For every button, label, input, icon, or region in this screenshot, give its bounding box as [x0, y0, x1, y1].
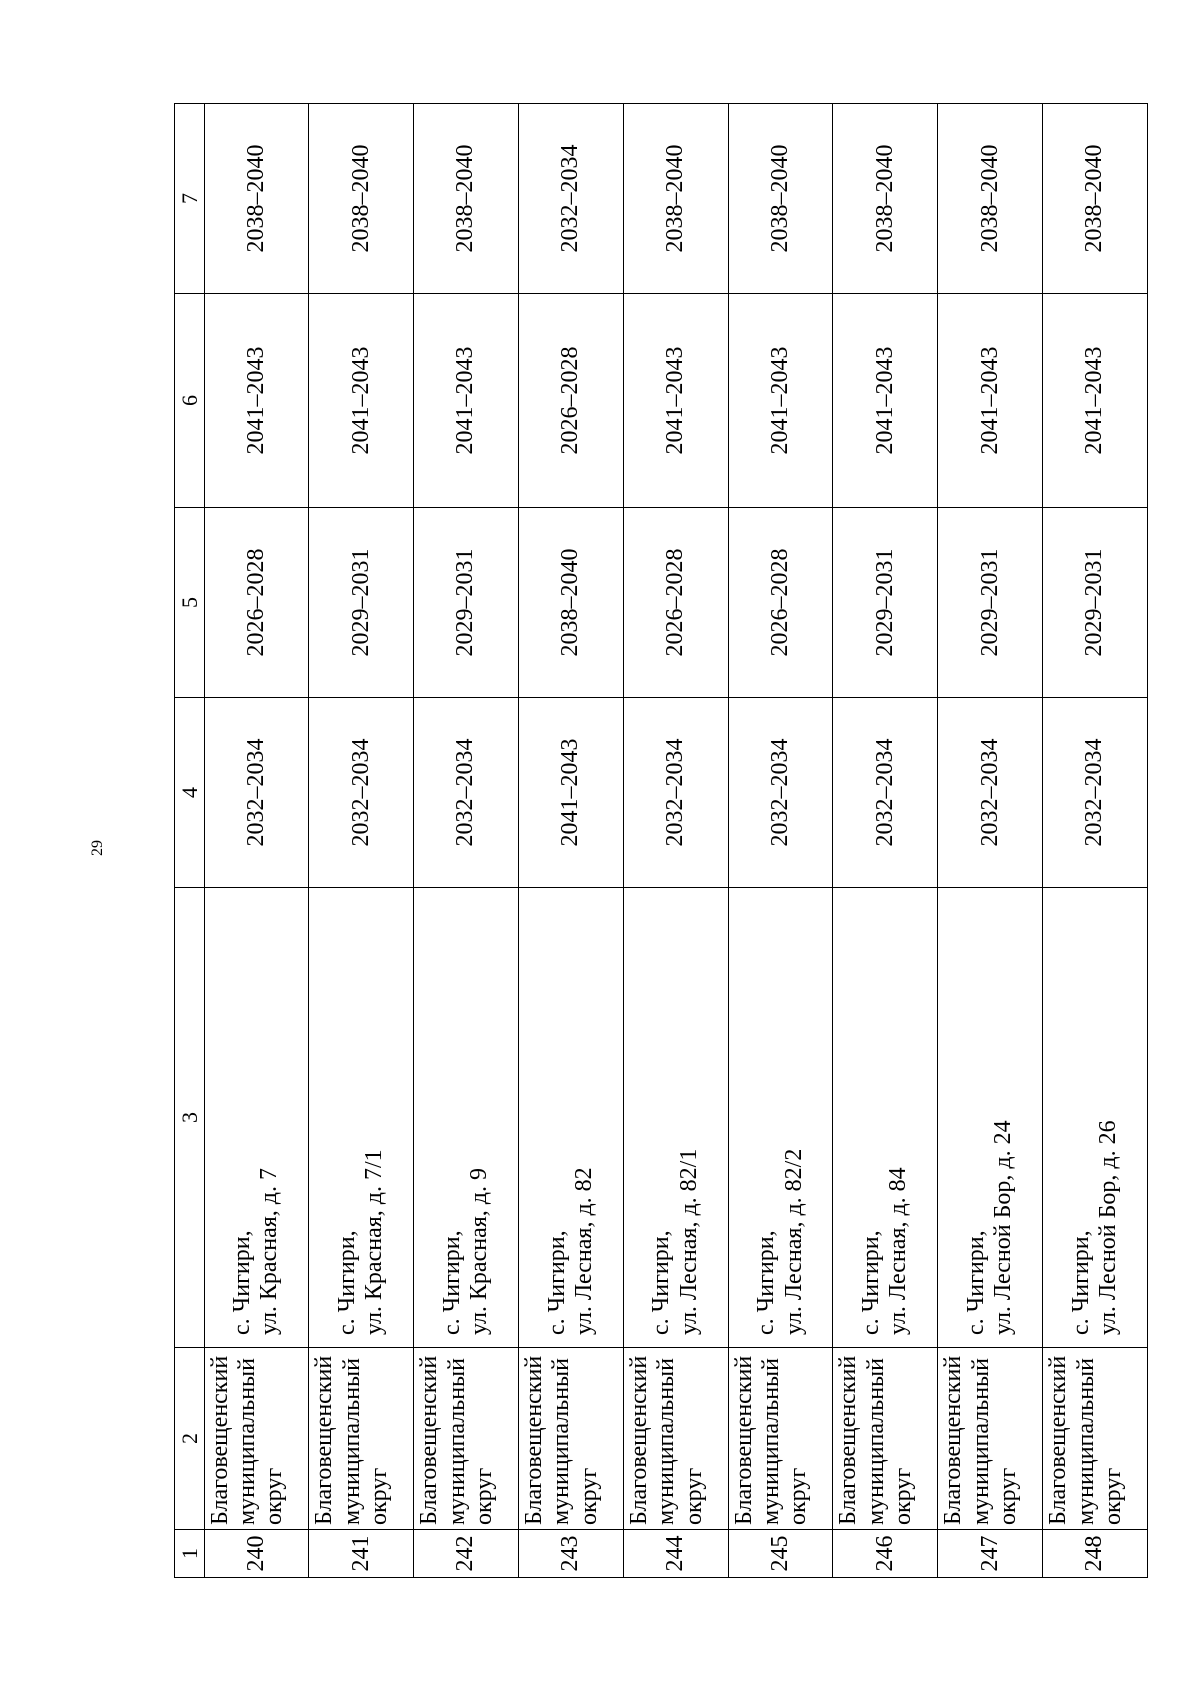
period-cell-col5: 2038–2040 [519, 508, 624, 698]
period-cell-col6: 2041–2043 [728, 294, 833, 508]
period-cell-col6: 2041–2043 [309, 294, 414, 508]
period-cell-col6: 2041–2043 [938, 294, 1043, 508]
row-number-cell: 244 [623, 1530, 728, 1578]
period-cell-col7: 2038–2040 [623, 104, 728, 294]
district-line: муниципальный [338, 1357, 365, 1525]
address-line: с. Чигири, [962, 1230, 989, 1335]
address-line: с. Чигири, [753, 1230, 780, 1335]
address-line: с. Чигири, [858, 1230, 885, 1335]
period-cell-col4: 2032–2034 [938, 698, 1043, 888]
address-line: с. Чигири, [333, 1230, 360, 1335]
header-cell-2: 2 [175, 1348, 205, 1530]
row-number-cell: 246 [833, 1530, 938, 1578]
district-cell [728, 1348, 833, 1530]
header-cell-7: 7 [175, 104, 205, 294]
address-line: ул. Лесная, д. 82 [570, 1167, 597, 1335]
address-cell [519, 888, 624, 1348]
period-cell-col6: 2026–2028 [519, 294, 624, 508]
address-cell [938, 888, 1043, 1348]
period-cell-col4: 2032–2034 [728, 698, 833, 888]
district-cell [938, 1348, 1043, 1530]
data-table [174, 103, 1148, 1578]
address-line: ул. Лесной Бор, д. 24 [990, 1120, 1017, 1335]
table-body [204, 104, 1147, 1578]
row-number-cell: 243 [519, 1530, 624, 1578]
address-cell [414, 888, 519, 1348]
row-number-cell: 241 [309, 1530, 414, 1578]
period-cell-col6: 2041–2043 [204, 294, 309, 508]
district-line: округ [785, 1467, 812, 1525]
address-line: ул. Красная, д. 7/1 [361, 1149, 388, 1335]
address-line: с. Чигири, [1067, 1230, 1094, 1335]
address-line: ул. Лесная, д. 82/2 [780, 1148, 807, 1335]
district-line: Благовещенский [416, 1355, 443, 1525]
period-cell-col5: 2029–2031 [414, 508, 519, 698]
district-line: муниципальный [548, 1357, 575, 1525]
address-line: с. Чигири, [648, 1230, 675, 1335]
table-container [174, 104, 1148, 1578]
district-cell [833, 1348, 938, 1530]
period-cell-col6: 2041–2043 [1043, 294, 1148, 508]
header-cell-1: 1 [175, 1530, 205, 1578]
header-cell-6: 6 [175, 294, 205, 508]
district-cell [623, 1348, 728, 1530]
district-line: Благовещенский [940, 1355, 967, 1525]
period-cell-col5: 2029–2031 [309, 508, 414, 698]
period-cell-col7: 2038–2040 [1043, 104, 1148, 294]
header-cell-4: 4 [175, 698, 205, 888]
district-line: округ [366, 1467, 393, 1525]
address-line: ул. Лесная, д. 82/1 [675, 1148, 702, 1335]
district-line: округ [995, 1467, 1022, 1525]
district-line: Благовещенский [206, 1355, 233, 1525]
period-cell-col4: 2032–2034 [204, 698, 309, 888]
period-cell-col7: 2038–2040 [204, 104, 309, 294]
address-cell [204, 888, 309, 1348]
period-cell-col5: 2026–2028 [204, 508, 309, 698]
address-line: с. Чигири, [543, 1230, 570, 1335]
district-line: Благовещенский [730, 1355, 757, 1525]
district-line: муниципальный [1072, 1357, 1099, 1525]
district-line: округ [890, 1467, 917, 1525]
period-cell-col4: 2032–2034 [1043, 698, 1148, 888]
period-cell-col7: 2038–2040 [938, 104, 1043, 294]
address-cell [623, 888, 728, 1348]
district-line: муниципальный [862, 1357, 889, 1525]
period-cell-col7: 2038–2040 [414, 104, 519, 294]
table-row [938, 104, 1043, 1578]
district-cell [414, 1348, 519, 1530]
district-line: округ [680, 1467, 707, 1525]
period-cell-col6: 2041–2043 [833, 294, 938, 508]
address-line: ул. Лесная, д. 84 [885, 1167, 912, 1335]
district-line: Благовещенский [1045, 1355, 1072, 1525]
address-cell [833, 888, 938, 1348]
district-line: муниципальный [653, 1357, 680, 1525]
header-cell-5: 5 [175, 508, 205, 698]
address-cell [728, 888, 833, 1348]
period-cell-col6: 2041–2043 [414, 294, 519, 508]
district-line: муниципальный [443, 1357, 470, 1525]
period-cell-col4: 2032–2034 [623, 698, 728, 888]
district-line: Благовещенский [521, 1355, 547, 1525]
row-number-cell: 247 [938, 1530, 1043, 1578]
address-line: ул. Красная, д. 9 [466, 1168, 493, 1335]
period-cell-col5: 2029–2031 [938, 508, 1043, 698]
period-cell-col7: 2038–2040 [833, 104, 938, 294]
period-cell-col4: 2032–2034 [309, 698, 414, 888]
period-cell-col5: 2026–2028 [728, 508, 833, 698]
row-number-cell: 248 [1043, 1530, 1148, 1578]
district-cell [519, 1348, 624, 1530]
row-number-cell: 245 [728, 1530, 833, 1578]
district-line: округ [470, 1467, 497, 1525]
page-number: 29 [89, 840, 106, 856]
district-line: Благовещенский [625, 1355, 652, 1525]
table-row [309, 104, 414, 1578]
address-cell [1043, 888, 1148, 1348]
district-cell [1043, 1348, 1148, 1530]
table-row [519, 104, 624, 1578]
period-cell-col7: 2038–2040 [309, 104, 414, 294]
period-cell-col7: 2032–2034 [519, 104, 624, 294]
period-cell-col7: 2038–2040 [728, 104, 833, 294]
period-cell-col6: 2041–2043 [623, 294, 728, 508]
header-row [175, 104, 205, 1578]
period-cell-col5: 2029–2031 [1043, 508, 1148, 698]
table-row [1043, 104, 1148, 1578]
table-row [414, 104, 519, 1578]
address-line: с. Чигири, [438, 1230, 465, 1335]
address-cell [309, 888, 414, 1348]
table-row [623, 104, 728, 1578]
district-line: округ [261, 1467, 288, 1525]
period-cell-col5: 2026–2028 [623, 508, 728, 698]
address-line: ул. Лесной Бор, д. 26 [1095, 1120, 1122, 1335]
district-cell [204, 1348, 309, 1530]
address-line: ул. Красная, д. 7 [256, 1168, 283, 1335]
district-line: муниципальный [758, 1357, 785, 1525]
row-number-cell: 242 [414, 1530, 519, 1578]
district-cell [309, 1348, 414, 1530]
period-cell-col4: 2032–2034 [833, 698, 938, 888]
district-line: Благовещенский [311, 1355, 338, 1525]
period-cell-col5: 2029–2031 [833, 508, 938, 698]
district-line: муниципальный [967, 1357, 994, 1525]
table-row [204, 104, 309, 1578]
table-row [833, 104, 938, 1578]
header-cell-3: 3 [175, 888, 205, 1348]
row-number-cell: 240 [204, 1530, 309, 1578]
period-cell-col4: 2041–2043 [519, 698, 624, 888]
address-line: с. Чигири, [229, 1230, 256, 1335]
district-line: округ [1099, 1467, 1126, 1525]
district-line: округ [575, 1467, 602, 1525]
period-cell-col4: 2032–2034 [414, 698, 519, 888]
table-row [728, 104, 833, 1578]
district-line: муниципальный [233, 1357, 260, 1525]
district-line: Благовещенский [835, 1355, 862, 1525]
